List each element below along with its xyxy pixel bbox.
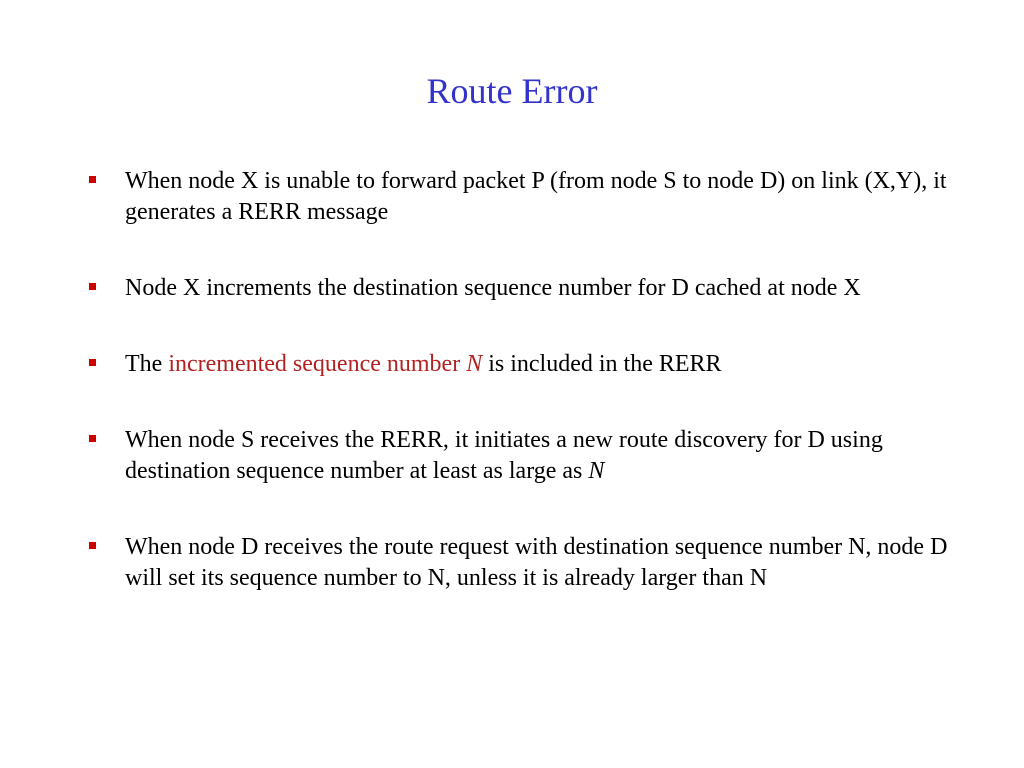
slide-title: Route Error xyxy=(426,71,598,111)
bullet-text: Node X increments the destination sequence number for D cached at node X xyxy=(125,275,861,301)
list-item xyxy=(88,532,948,594)
list-item xyxy=(88,166,948,228)
highlighted-term: incremented sequence number xyxy=(168,351,467,377)
list-item xyxy=(88,349,948,380)
square-bullet-icon xyxy=(89,176,96,183)
bullet-text: When node X is unable to forward packet P (from node S to node D) on link (X,Y), it generates a RERR message xyxy=(125,168,947,225)
list-item xyxy=(88,273,948,304)
bullet-text: When node D receives the route request with destination sequence number N, node D will set its sequence number to N, unless it is already larger than N xyxy=(125,534,948,591)
highlighted-variable: N xyxy=(466,351,483,377)
list-item xyxy=(88,425,948,487)
italic-variable: N xyxy=(588,458,605,484)
bullet-text-prefix: The xyxy=(125,351,169,377)
square-bullet-icon xyxy=(89,359,96,366)
bullet-text-suffix: is included in the RERR xyxy=(482,351,722,377)
square-bullet-icon xyxy=(89,283,96,290)
square-bullet-icon xyxy=(89,542,96,549)
bullet-text-prefix: When node S receives the RERR, it initiates a new route discovery for D using destination sequence number at least as large as xyxy=(125,427,883,484)
bullet-list xyxy=(88,166,948,639)
square-bullet-icon xyxy=(89,435,96,442)
